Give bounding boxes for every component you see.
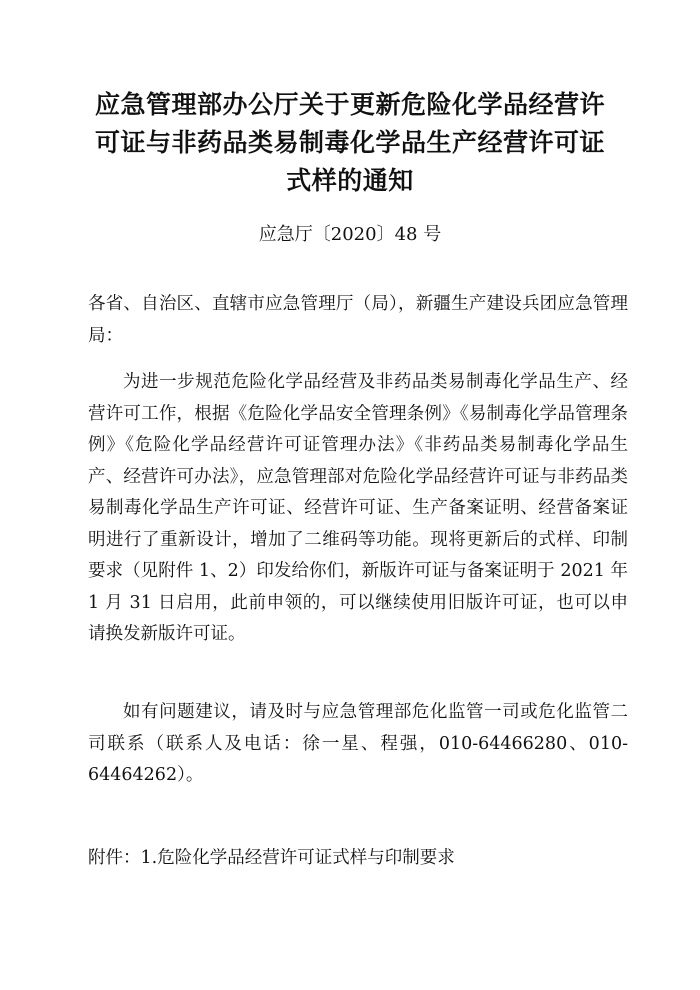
title-line-1: 应急管理部办公厅关于更新危险化学品经营许	[94, 90, 605, 119]
document-title	[80, 86, 620, 200]
attachment-line: 附件：1.危险化学品经营许可证式样与印制要求	[88, 848, 455, 868]
body-paragraph-2: 如有问题建议，请及时与应急管理部危化监管一司或危化监管二司联系（联系人及电话：徐一星、程强，010-64466280、010-64464262）。	[88, 702, 628, 785]
body-paragraph-1: 为进一步规范危险化学品经营及非药品类易制毒化学品生产、经营许可工作，根据《危险化学品安全管理条例》《易制毒化学品管理条例》《危险化学品经营许可证管理办法》《非药品类易制毒化学品生产、经营许可办法》，应急管理部对危险化学品经营许可证与非药品类易制毒化学品生产许可证、经营许可证、生产备案证明、经营备案证明进行了重新设计，增加了二维码等功能。现将更新后的式样、印制要求（见附件 1、2）印发给你们，新版许可证与备案证明于 2021 年 1 月 31 日启用，此前申领的，可以继续使用旧版许可证，也可以申请换发新版许可证。	[88, 372, 628, 644]
title-line-2: 可证与非药品类易制毒化学品生产经营许可证	[94, 128, 605, 157]
addressee: 各省、自治区、直辖市应急管理厅（局），新疆生产建设兵团应急管理局：	[88, 294, 628, 346]
document-number: 应急厅〔2020〕48 号	[258, 224, 442, 245]
title-line-3: 式样的通知	[286, 166, 414, 195]
